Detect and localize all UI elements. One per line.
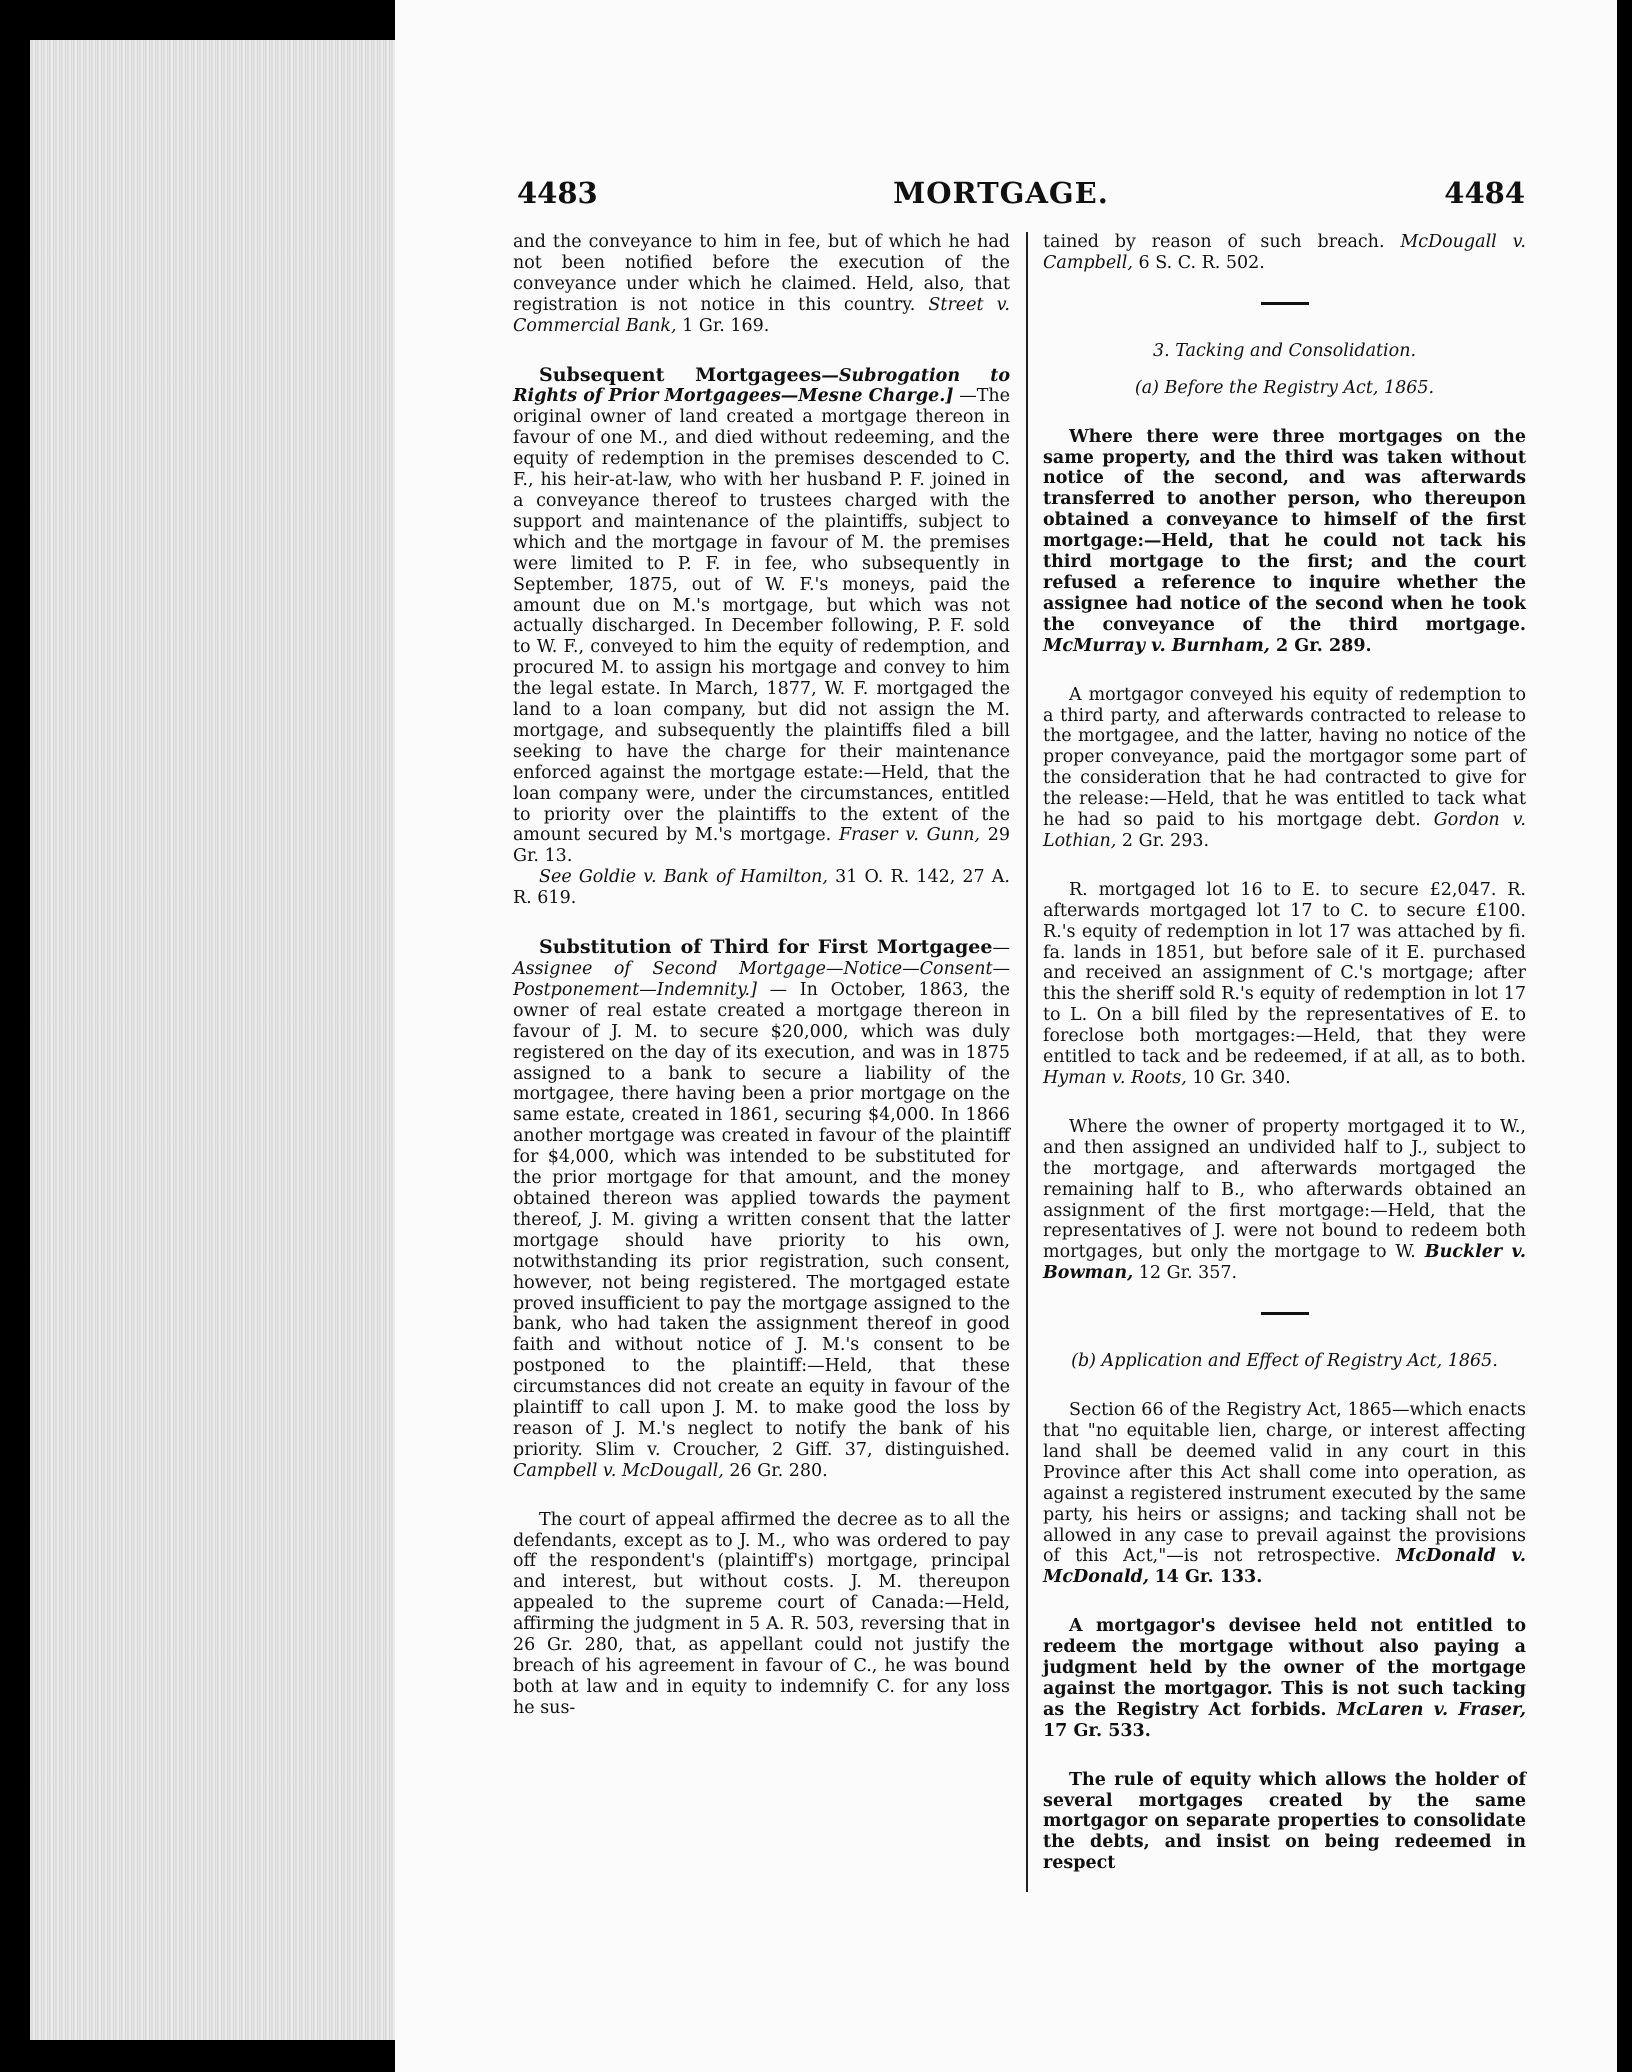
paragraph: Where there were three mortgages on the same property, and the third was taken without notice of the second, and was afterwards transferred to another person, who thereupon obtained a conveyance to himself of the first mortgage:—Held, that he could not tack his third mortgage to the first; and the court refused a reference to inquire whether the assignee had notice of the second when he took the conveyance of the third mortgage. McMurray v. Burnham, 2 Gr. 289. — [1043, 426, 1526, 656]
see-also: See Goldie v. Bank of Hamilton, 31 O. R. 142, 27 A. R. 619. — [513, 867, 1010, 909]
case-citation: McLaren v. Fraser, — [1336, 1699, 1526, 1720]
entry-subheading: —Subrogation to Rights of Prior Mortgagees—Mesne Charge.] — [513, 365, 1011, 407]
entry-subsequent-mortgagees: Subsequent Mortgagees—Subrogation to Rights of Prior Mortgagees—Mesne Charge.] —The original owner of land created a mortgage thereon in favour of one M., and died without redeeming, and the equity of redemption in the premises descended to C. F., his heir-at-law, who with her husband P. F. joined in a conveyance thereof to trustees charged with the support and maintenance of the plaintiffs, subject to which and the mortgage in favour of M. the premises were limited to P. F. in fee, who subsequently in September, 1875, out of W. F.'s moneys, paid the amount due on M.'s mortgage, but which was not actually discharged. In December following, P. F. sold to W. F., conveyed to him the equity of redemption, and procured M. to assign his mortgage and convey to him the legal estate. In March, 1877, W. F. mortgaged the land to a loan company, but did not assign the M. mortgage, and subsequently the plaintiffs filed a bill seeking to have the charge for their maintenance enforced against the mortgage estate:—Held, that the loan company were, under the circumstances, entitled to priority over the plaintiffs to the extent of the amount secured by M.'s mortgage. Fraser v. Gunn, 29 Gr. 13. — [513, 363, 1011, 867]
paragraph: R. mortgaged lot 16 to E. to secure £2,047. R. afterwards mortgaged lot 17 to C. to secure £100. R.'s equity of redemption in lot 17 was attached by fi. fa. lands in 1851, but before sale of it E. purchased and received an assignment of C.'s mortgage; after this the sheriff sold R.'s equity of redemption in lot 17 to L. On a bill filed by the representatives of E. to foreclose both mortgages:—Held, that they were entitled to tack and be redeemed, if at all, as to both. Hyman v. Roots, 10 Gr. 340. — [1043, 879, 1526, 1088]
subsection-heading: (b) Application and Effect of Registry Act, 1865. — [1071, 1351, 1498, 1372]
case-citation: Street v. Commercial Bank, — [513, 294, 1010, 336]
entry-subheading: —Assignee of Second Mortgage—Notice—Consent—Postponement—Indemnity.] — [513, 938, 1010, 1000]
left-column — [513, 232, 1010, 1747]
entry-heading: Substitution of Third for First Mortgagee — [539, 936, 993, 959]
page-header — [395, 170, 1607, 210]
page-edge — [1607, 0, 1617, 2072]
case-citation: McDougall v. Campbell, — [1043, 232, 1526, 273]
case-citation: Buckler v. Bowman, — [1043, 1242, 1527, 1284]
page-number-left: 4483 — [517, 176, 598, 210]
subsection-heading: (a) Before the Registry Act, 1865. — [1134, 377, 1435, 398]
right-column — [1043, 232, 1526, 1902]
entry-substitution: Substitution of Third for First Mortgagee—Assignee of Second Mortgage—Notice—Consent—Postponement—Indemnity.] — In October, 1863, the owner of real estate created a mortgage thereon in favour of J. M. to secure $20,000, which was duly registered on the day of its execution, and was in 1875 assigned to a bank to secure a liability of the mortgagee, there having been a prior mortgage on the same estate, created in 1861, securing $4,000. In 1866 another mortgage was created in favour of the plaintiff for $4,000, which was intended to be substituted for the prior mortgage for that amount, and the money obtained thereon was applied towards the payment thereof, J. M. giving a written consent that the latter mortgage should have priority to his own, notwithstanding its prior registration, such consent, however, not being registered. The mortgaged estate proved insufficient to pay the mortgage assigned to the bank, who had taken the assignment thereof in good faith and without notice of J. M.'s consent to be postponed to the plaintiff:—Held, that these circumstances did not create an equity in favour of the plaintiff to call upon J. M. to make good the loss by reason of J. M.'s neglect to notify the bank of his priority. Slim v. Croucher, 2 Giff. 37, distinguished. Campbell v. McDougall, 26 Gr. 280. — [513, 936, 1010, 1481]
section-rule — [1261, 1312, 1309, 1315]
case-citation: Hyman v. Roots, — [1043, 1068, 1187, 1088]
book-page-edges — [30, 40, 410, 2040]
paragraph: The rule of equity which allows the holder of several mortgages created by the same mortgagor on separate properties to consolidate the debts, and insist on being redeemed in respect — [1043, 1769, 1526, 1874]
paragraph: Where the owner of property mortgaged it to W., and then assigned an undivided half to J., subject to the mortgage, and afterwards mortgaged the remaining half to B., who afterwards obtained an assignment of the first mortgage:—Held, that the representatives of J. were not bound to redeem both mortgages, but only the mortgage to W. Buckler v. Bowman, 12 Gr. 357. — [1043, 1116, 1527, 1284]
case-citation: Gordon v. Lothian, — [1043, 810, 1526, 851]
entry-heading: Subsequent Mortgagees — [539, 363, 822, 386]
running-title: MORTGAGE. — [893, 176, 1109, 210]
paragraph: A mortgagor's devisee held not entitled to redeem the mortgage without also paying a judgment held by the owner of the mortgage against the mortgagor. This is not such tacking as the Registry Act forbids. McLaren v. Fraser, 17 Gr. 533. — [1043, 1616, 1526, 1741]
paragraph: A mortgagor conveyed his equity of redemption to a third party, and afterwards contracted to release to the mortgagee, and the latter, having no notice of the proper conveyance, paid the mortgagor some part of the consideration that he had contracted to give for the release:—Held, that he was entitled to tack what he had so paid to his mortgage debt. Gordon v. Lothian, 2 Gr. 293. — [1043, 684, 1526, 851]
section-rule — [1261, 302, 1309, 305]
case-citation: Campbell v. McDougall, — [513, 1460, 724, 1481]
case-citation: McMurray v. Burnham, — [1043, 635, 1270, 656]
paragraph: and the conveyance to him in fee, but of which he had not been notified before the execution of the conveyance under which he claimed. Held, also, that registration is not notice in this country. Street v. Commercial Bank, 1 Gr. 169. — [513, 232, 1010, 336]
case-citation: Fraser v. Gunn, — [839, 825, 980, 846]
paragraph: tained by reason of such breach. McDougall v. Campbell, 6 S. C. R. 502. — [1043, 232, 1526, 273]
section-heading: 3. Tacking and Consolidation. — [1152, 340, 1417, 361]
case-citation: McDonald v. McDonald, — [1043, 1546, 1526, 1588]
page-number-right: 4484 — [1444, 176, 1525, 210]
book-page — [395, 0, 1607, 2072]
paragraph: The court of appeal affirmed the decree as to all the defendants, except as to J. M., who was ordered to pay off the respondent's (plaintiff's) mortgage, principal and interest, but without costs. J. M. thereupon appealed to the supreme court of Canada:—Held, affirming the judgment in 5 A. R. 503, reversing that in 26 Gr. 280, that, as appellant could not justify the breach of his agreement in favour of C., he was bound both at law and in equity to indemnify C. for any loss he sus- — [513, 1509, 1010, 1718]
column-divider — [1026, 232, 1028, 1892]
paragraph: Section 66 of the Registry Act, 1865—which enacts that "no equitable lien, charge, or interest affecting land shall be deemed valid in any court in this Province after this Act shall come into operation, as against a registered instrument executed by the same party, his heirs or assigns; and tacking shall not be allowed in any case to prevail against the provisions of this Act,"—is not retrospective. McDonald v. McDonald, 14 Gr. 133. — [1043, 1400, 1526, 1588]
